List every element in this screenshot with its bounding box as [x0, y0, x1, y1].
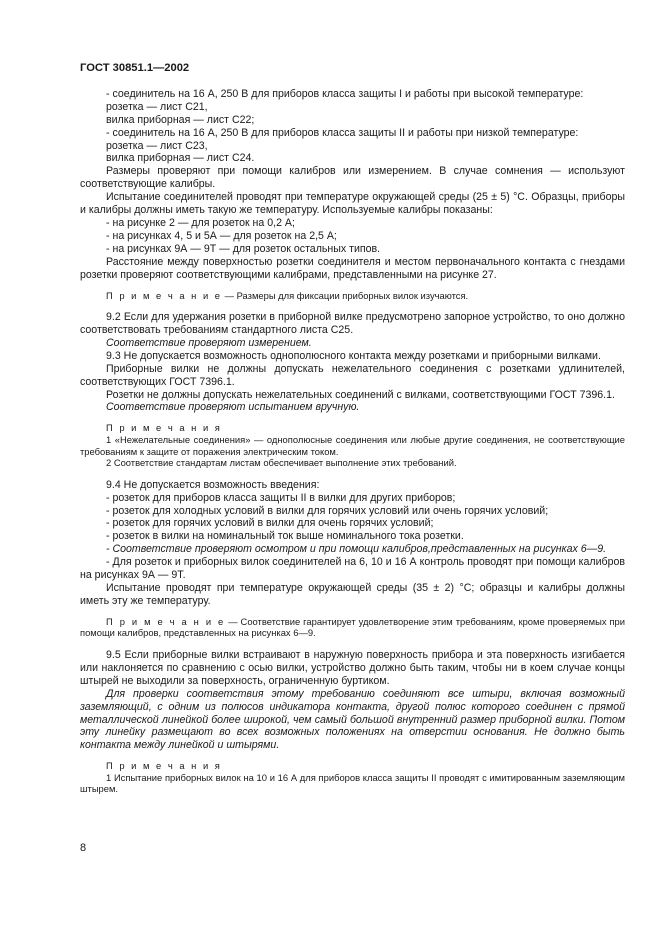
note — [80, 290, 625, 302]
paragraph: Испытание соединителей проводят при температуре окружающей среды (25 ± 5) °С. Образцы, приборы и калибры должны иметь такую же температуру. Используемые калибры показаны: — [80, 191, 625, 217]
note: 2 Соответствие стандартам листам обеспечивает выполнение этих требований. — [106, 457, 457, 469]
page-number: 8 — [80, 842, 87, 854]
note: 1 Испытание приборных вилок на 10 и 16 А для приборов класса защиты II проводят с имитированным заземляющим штырем. — [80, 771, 625, 795]
list-item: - Для розеток и приборных вилок соединителей на 6, 10 и 16 А контроль проводят при помощи калибров на рисунках 9А — 9Т. — [80, 556, 625, 582]
paragraph: Размеры проверяют при помощи калибров или измерением. В случае сомнения — используют соответствующие калибры. — [80, 165, 625, 191]
list-item: - розеток в вилки на номинальный ток выше номинального тока розетки. — [106, 530, 464, 543]
note-label: П р и м е ч а н и е — [106, 289, 223, 301]
note-label: П р и м е ч а н и я — [106, 422, 222, 434]
document-header: ГОСТ 30851.1—2002 — [80, 62, 190, 74]
note-label: П р и м е ч а н и е — [106, 615, 226, 627]
list-item: вилка приборная — лист С22; — [106, 113, 255, 126]
note-text: — Соответствие гарантирует удовлетворение этим требованиям, кроме проверяемых при помощи калибров, представленных на рисунках 6—9. — [80, 615, 625, 639]
paragraph: 9.4 Не допускается возможность введения: — [106, 478, 320, 491]
list-item: - розеток для горячих условий в вилки для очень горячих условий; — [106, 517, 434, 530]
document-page — [80, 62, 625, 795]
paragraph: 9.3 Не допускается возможность однополюсного контакта между розетками и приборными вилками. — [106, 349, 601, 362]
list-item: - Соответствие проверяют осмотром и при помощи калибров,представленных на рисунках 6—9. — [106, 543, 607, 556]
paragraph: Испытание проводят при температуре окружающей среды (35 ± 2) °С; образцы и калибры должны иметь эту же температуру. — [80, 581, 625, 607]
paragraph: Расстояние между поверхностью розетки соединителя и местом первоначального контакта с гнездами розетки проверяют соответствующими калибрами, представленными на рисунке 27. — [80, 255, 625, 281]
list-item: розетка — лист С21, — [106, 100, 208, 113]
list-item: - на рисунках 9А — 9Т — для розеток остальных типов. — [106, 242, 381, 255]
note: 1 «Нежелательные соединения» — однополюсные соединения или любые другие соединения, не соответствующие требованиям к защите от поражения электрическим током. — [80, 433, 625, 457]
paragraph: Розетки не должны допускать нежелательных соединений с вилками, соответствующими ГОСТ 7396.1. — [106, 388, 615, 401]
note-text: — Размеры для фиксации приборных вилок изучаются. — [222, 289, 469, 301]
note — [80, 616, 625, 639]
list-item: - соединитель на 16 А, 250 В для приборов класса защиты II и работы при низкой температуре: — [106, 126, 579, 139]
list-item: вилка приборная — лист С24. — [106, 152, 255, 165]
list-item: - соединитель на 16 А, 250 В для приборов класса защиты I и работы при высокой температуре: — [106, 87, 584, 100]
list-item: - на рисунке 2 — для розеток на 0,2 А; — [106, 216, 295, 229]
list-item: розетка — лист С23, — [106, 139, 208, 152]
paragraph: Для проверки соответствия этому требованию соединяют все штыри, включая возможный заземляющий, с одним из полюсов индикатора контакта, другой полюс которого соединен с прямой металлической линейкой более широкой, чем самый большой внутренний размер приборной вилки. Потом эту линейку размещают во всех возможных положениях на отверстии основания. Не должно быть контакта между линейкой и штырями. — [80, 687, 625, 752]
paragraph: 9.5 Если приборные вилки встраивают в наружную поверхность прибора и эта поверхность изгибается или наклоняется по сравнению с осью вилки, устройство должно быть таким, чтобы ни в коем случае концы штырей не выходили за поверхность, ограниченную буртиком. — [80, 648, 625, 687]
paragraph: Соответствие проверяют испытанием вручную. — [106, 401, 360, 414]
list-item: - розеток для холодных условий в вилки для горячих условий или очень горячих условий; — [106, 504, 549, 517]
paragraph: Приборные вилки не должны допускать нежелательного соединения с розетками удлинителей, соответствующих ГОСТ 7396.1. — [80, 362, 625, 388]
note-label: П р и м е ч а н и я — [106, 760, 222, 772]
list-item: - на рисунках 4, 5 и 5А — для розеток на 2,5 А; — [106, 229, 337, 242]
list-item: - розеток для приборов класса защиты II в вилки для других приборов; — [106, 491, 456, 504]
paragraph: Соответствие проверяют измерением. — [106, 336, 312, 349]
paragraph: 9.2 Если для удержания розетки в приборной вилке предусмотрено запорное устройство, то оно должно соответствовать требованиям стандартного листа С25. — [80, 311, 625, 336]
